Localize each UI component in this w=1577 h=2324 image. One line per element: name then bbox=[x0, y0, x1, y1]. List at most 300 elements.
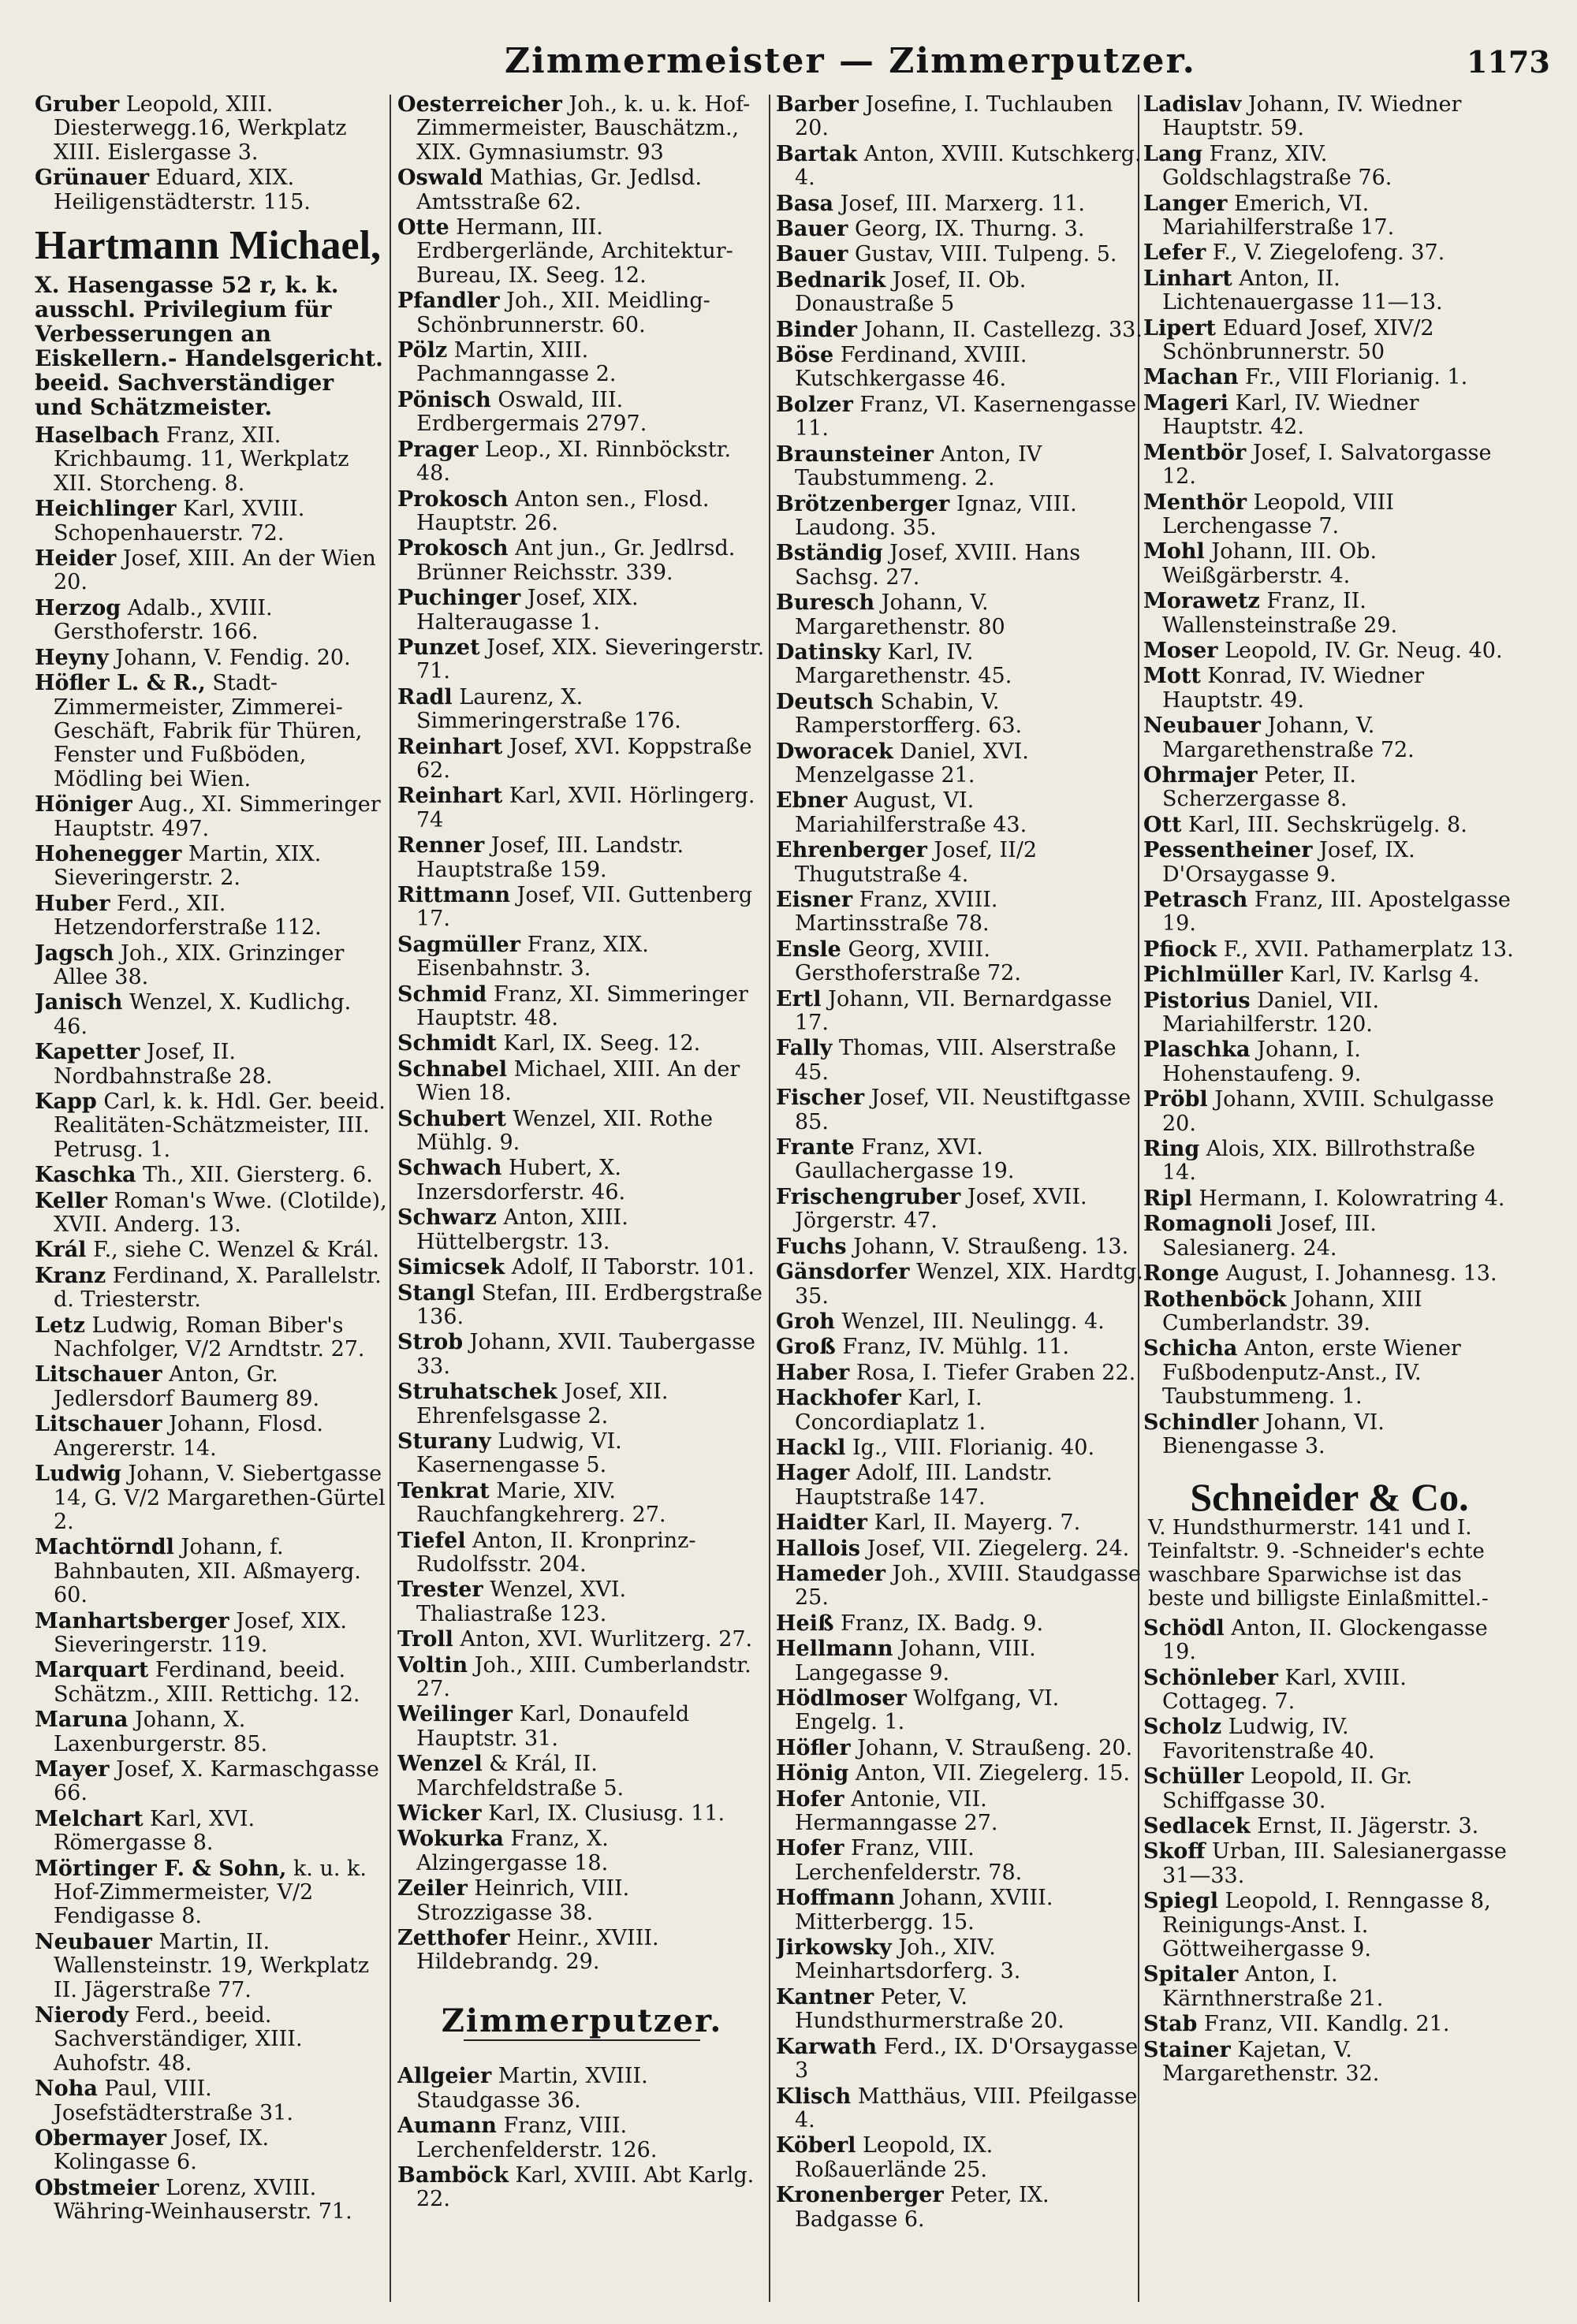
entry-details: Emerich, VI. Mariahilferstraße 17. bbox=[1162, 191, 1395, 240]
directory-entry bbox=[776, 1086, 1146, 1134]
directory-entry bbox=[397, 933, 766, 981]
page-title: Zimmermeister — Zimmerputzer. bbox=[505, 41, 1196, 81]
entry-surname: Ohrmajer bbox=[1143, 762, 1258, 788]
entry-details: Josef, XIX. Sieveringerstr. 71. bbox=[416, 635, 765, 684]
entry-details: Josef, VII. Ziegelerg. 24. bbox=[860, 1536, 1130, 1561]
entry-surname: Pfiock bbox=[1143, 937, 1217, 962]
entry-details: Matthäus, VIII. Pfeilgasse 4. bbox=[795, 2084, 1138, 2132]
entry-details: Konrad, IV. Wiedner Hauptstr. 49. bbox=[1162, 664, 1425, 713]
entry-surname: Reinhart bbox=[397, 734, 503, 759]
entry-details: Michael, XIII. An der Wien 18. bbox=[416, 1056, 740, 1106]
entry-details: Karl, IX. Seeg. 12. bbox=[496, 1031, 701, 1056]
directory-entry bbox=[397, 884, 766, 932]
ad-hartmann-name: Hartmann Michael, bbox=[35, 223, 382, 269]
entry-surname: Huber bbox=[35, 891, 110, 916]
directory-entry bbox=[397, 537, 766, 585]
entry-surname: Morawetz bbox=[1143, 589, 1260, 614]
entry-details: Johann, V. Margarethenstraße 72. bbox=[1162, 713, 1415, 762]
entry-surname: Stangl bbox=[397, 1280, 475, 1305]
entry-surname: Binder bbox=[776, 317, 857, 342]
entry-surname: Ripl bbox=[1143, 1186, 1192, 1211]
directory-entry bbox=[776, 2134, 1146, 2182]
entry-surname: Tiefel bbox=[397, 1528, 466, 1553]
entry-details: Johann, XVII. Taubergasse 33. bbox=[416, 1330, 756, 1379]
directory-entry bbox=[397, 488, 766, 536]
entry-surname: Oswald bbox=[397, 166, 483, 191]
directory-entry bbox=[776, 1387, 1146, 1435]
entry-surname: Klisch bbox=[776, 2084, 852, 2109]
column-divider bbox=[769, 95, 770, 2302]
directory-entry bbox=[397, 1331, 766, 1379]
directory-entry bbox=[35, 2077, 388, 2125]
directory-entry bbox=[35, 1610, 388, 1658]
entry-details: Josef, III. Marxerg. 11. bbox=[833, 191, 1086, 216]
section-heading-text: Zimmerputzer. bbox=[441, 2002, 723, 2039]
entry-surname: Heiß bbox=[776, 1611, 834, 1636]
directory-entry bbox=[776, 1986, 1146, 2034]
directory-entry bbox=[35, 1659, 388, 1707]
entry-surname: Barber bbox=[776, 93, 859, 117]
entry-details: Peter, II. Scherzergasse 8. bbox=[1162, 762, 1356, 812]
directory-entry bbox=[35, 892, 388, 940]
entry-surname: Frischengruber bbox=[776, 1184, 961, 1209]
entry-details: Franz, VIII. Lerchenfelderstr. 78. bbox=[795, 1836, 1023, 1885]
entry-details: Leop., XI. Rinnböckstr. 48. bbox=[416, 437, 732, 486]
entry-details: Johann, Flosd. Angererstr. 14. bbox=[54, 1412, 323, 1461]
entry-surname: Oesterreicher bbox=[397, 93, 562, 117]
directory-entry bbox=[397, 1282, 766, 1330]
entry-surname: Král bbox=[35, 1238, 87, 1263]
entry-details: & Král, II. Marchfeldstraße 5. bbox=[416, 1752, 624, 1801]
entry-surname: Ensle bbox=[776, 937, 841, 962]
column-2 bbox=[397, 93, 766, 2214]
entry-details: Josef, III. Landstr. Hauptstraße 159. bbox=[416, 833, 684, 882]
directory-entry bbox=[776, 888, 1146, 937]
entry-surname: Noha bbox=[35, 2076, 98, 2102]
directory-entry bbox=[1143, 1890, 1515, 1961]
directory-entry bbox=[1143, 1411, 1515, 1459]
directory-entry bbox=[35, 2004, 388, 2076]
directory-entry bbox=[1143, 665, 1515, 713]
column-divider bbox=[390, 95, 391, 2302]
directory-entry bbox=[35, 1314, 388, 1362]
entry-surname: Bednarik bbox=[776, 267, 886, 292]
entry-details: August, VI. Mariahilferstraße 43. bbox=[795, 788, 1027, 837]
directory-entry bbox=[776, 1737, 1146, 1760]
directory-entry bbox=[397, 784, 766, 832]
entry-surname: Sturany bbox=[397, 1428, 491, 1454]
entry-surname: Struhatschek bbox=[397, 1380, 557, 1405]
column-1 bbox=[35, 93, 388, 2226]
entry-details: Th., XII. Giersterg. 6. bbox=[136, 1163, 373, 1188]
entry-details: Franz, XVIII. Martinsstraße 78. bbox=[795, 888, 998, 937]
entry-details: Adolf, III. Landstr. Hauptstraße 147. bbox=[795, 1461, 1053, 1510]
directory-entry bbox=[776, 1235, 1146, 1259]
directory-entry bbox=[397, 1628, 766, 1652]
entry-surname: Ludwig bbox=[35, 1462, 121, 1487]
entry-details: Hermann, III. Erdbergerlände, Architektur-Bureau, IX. Seeg. 12. bbox=[416, 215, 733, 288]
entry-surname: Kaschka bbox=[35, 1163, 136, 1188]
entry-surname: Janisch bbox=[35, 990, 123, 1015]
entry-details: Johann, V. Siebertgasse 14, G. V/2 Margarethen-Gürtel 2. bbox=[54, 1462, 386, 1534]
entry-surname: Heichlinger bbox=[35, 497, 177, 522]
entry-surname: Haber bbox=[776, 1360, 850, 1385]
entry-surname: Mentbör bbox=[1143, 440, 1247, 465]
directory-entry bbox=[397, 686, 766, 734]
entry-details: Karl, XVIII. Cottageg. 7. bbox=[1162, 1665, 1407, 1714]
directory-entry bbox=[397, 1380, 766, 1428]
entry-details: Ludwig, VI. Kasernengasse 5. bbox=[416, 1428, 622, 1478]
entry-details: Paul, VIII. Josefstädterstraße 31. bbox=[54, 2076, 293, 2125]
entry-details: Thomas, VIII. Alserstraße 45. bbox=[795, 1036, 1117, 1085]
entry-surname: Karwath bbox=[776, 2034, 878, 2059]
entry-surname: Petrasch bbox=[1143, 888, 1248, 912]
entry-details: Ferd., IX. D'Orsaygasse 3 bbox=[795, 2034, 1139, 2084]
entry-details: F., XVII. Pathamerplatz 13. bbox=[1217, 937, 1514, 962]
entry-details: Josef, X. Karmaschgasse 66. bbox=[54, 1756, 379, 1806]
entry-details: Anton sen., Flosd. Hauptstr. 26. bbox=[416, 486, 710, 535]
ad-hartmann-body: X. Hasengasse 52 r, k. k. ausschl. Privilegium für Verbesserungen an Eiskellern.- Handelsgericht. beeid. Sachverständiger und Schätzmeister. bbox=[35, 272, 383, 421]
entry-details: Anton, XIII. Hüttelbergstr. 13. bbox=[416, 1205, 628, 1254]
directory-entry bbox=[776, 344, 1146, 392]
directory-entry bbox=[776, 243, 1146, 266]
entry-details: Ferdinand, XVIII. Kutschkergasse 46. bbox=[795, 343, 1027, 392]
column-4 bbox=[1143, 93, 1515, 2088]
entry-details: Aug., XI. Simmeringer Hauptstr. 497. bbox=[54, 792, 381, 841]
entry-details: Anton, II. Glockengasse 19. bbox=[1162, 1615, 1488, 1665]
directory-entry bbox=[1143, 639, 1515, 663]
entry-surname: Plaschka bbox=[1143, 1037, 1251, 1063]
directory-entry bbox=[35, 1041, 388, 1089]
entry-details: Fr., VIII Florianig. 1. bbox=[1238, 365, 1468, 390]
entry-surname: Litschauer bbox=[35, 1412, 162, 1437]
directory-entry bbox=[776, 2035, 1146, 2084]
entry-surname: Ertl bbox=[776, 986, 822, 1011]
directory-entry bbox=[1143, 1840, 1515, 1888]
entry-surname: Ehrenberger bbox=[776, 838, 927, 863]
entry-details: Josef, XII. Ehrenfelsgasse 2. bbox=[416, 1380, 669, 1428]
directory-entry bbox=[776, 1788, 1146, 1836]
entry-surname: Eisner bbox=[776, 888, 853, 912]
entry-surname: Jirkowsky bbox=[776, 1935, 892, 1961]
entry-surname: Hager bbox=[776, 1461, 850, 1486]
directory-entry bbox=[397, 636, 766, 684]
directory-entry bbox=[776, 1687, 1146, 1735]
ad-schneider-body: V. Hundsthurmerstr. 141 und I. Teinfaltstr. 9. -Schneider's echte waschbare Sparwichse ist das beste und billigste Einlaßmittel.- bbox=[1148, 1515, 1489, 1611]
directory-entry bbox=[397, 1752, 766, 1801]
directory-entry bbox=[1143, 1715, 1515, 1763]
directory-entry bbox=[776, 1837, 1146, 1885]
entry-details: Stadt-Zimmermeister, Zimmerei-Geschäft, Fabrik für Thüren, Fenster und Fußböden, Mödling bei Wien. bbox=[54, 671, 363, 791]
directory-entry bbox=[397, 1156, 766, 1205]
directory-entry bbox=[776, 1562, 1146, 1611]
directory-entry bbox=[397, 1654, 766, 1702]
entry-details: Carl, k. k. Hdl. Ger. beeid. Realitäten-Schätzmeister, III. Petrusg. 1. bbox=[54, 1089, 386, 1162]
directory-entry bbox=[397, 1927, 766, 1975]
directory-entry bbox=[1143, 963, 1515, 987]
entry-details: Stefan, III. Erdbergstraße 136. bbox=[416, 1280, 763, 1329]
directory-entry bbox=[35, 672, 388, 791]
entry-details: Martin, II. Wallensteinstr. 19, Werkplatz II. Jägerstraße 77. bbox=[54, 1929, 370, 2002]
entry-details: Urban, III. Salesianergasse 31—33. bbox=[1162, 1839, 1507, 1888]
entry-details: Ant jun., Gr. Jedlrsd. Brünner Reichsstr. 339. bbox=[416, 536, 736, 585]
directory-entry bbox=[35, 497, 388, 546]
entry-surname: Kapp bbox=[35, 1089, 97, 1114]
directory-entry bbox=[35, 93, 388, 165]
entry-details: Wenzel, X. Kudlichg. 46. bbox=[54, 990, 352, 1039]
entry-details: Josef, XIX. Sieveringerstr. 119. bbox=[54, 1608, 347, 1657]
entry-details: Johann, II. Castellezg. 33. bbox=[857, 317, 1143, 342]
directory-entry bbox=[1143, 1262, 1515, 1286]
entry-details: Antonie, VII. Hermanngasse 27. bbox=[795, 1786, 998, 1836]
entry-surname: Marquart bbox=[35, 1658, 149, 1683]
directory-entry bbox=[776, 1936, 1146, 1984]
entry-details: Johann, V. Fendig. 20. bbox=[108, 645, 351, 670]
entry-details: Johann, XVIII. Mitterbergg. 15. bbox=[795, 1886, 1053, 1935]
entry-details: Anton, II. Kronprinz-Rudolfsstr. 204. bbox=[416, 1528, 696, 1577]
directory-entry bbox=[397, 2114, 766, 2162]
entry-surname: Ring bbox=[1143, 1137, 1200, 1162]
entry-details: Josef, XVI. Koppstraße 62. bbox=[416, 734, 752, 783]
entry-surname: Schindler bbox=[1143, 1410, 1258, 1435]
entry-surname: Heider bbox=[35, 546, 117, 572]
entry-surname: Aumann bbox=[397, 2114, 497, 2139]
entry-surname: Allgeier bbox=[397, 2064, 492, 2089]
entry-surname: Hellmann bbox=[776, 1637, 893, 1662]
entry-details: Adalb., XVIII. Gersthoferstr. 166. bbox=[54, 595, 273, 645]
entry-surname: Grünauer bbox=[35, 166, 150, 191]
entry-surname: Obstmeier bbox=[35, 2175, 159, 2200]
entry-details: Josef, XVII. Jörgerstr. 47. bbox=[795, 1184, 1087, 1234]
directory-entry bbox=[397, 834, 766, 882]
directory-entry bbox=[1143, 192, 1515, 240]
entry-surname: Höfler bbox=[776, 1735, 851, 1760]
entry-details: Franz, II. Wallensteinstraße 29. bbox=[1162, 589, 1398, 638]
directory-entry bbox=[1143, 392, 1515, 440]
entry-details: Josef, II/2 Thugutstraße 4. bbox=[795, 838, 1038, 887]
directory-entry bbox=[1143, 143, 1515, 191]
entry-details: Wolfgang, VI. Engelg. 1. bbox=[795, 1686, 1060, 1735]
entry-details: Ernst, II. Jägerstr. 3. bbox=[1250, 1814, 1479, 1838]
entry-details: Anton, erste Wiener Fußbodenputz-Anst., IV. Taubstummeng. 1. bbox=[1162, 1336, 1461, 1410]
entry-details: Laurenz, X. Simmeringerstraße 176. bbox=[416, 684, 681, 734]
entry-details: Johann, V. Straußeng. 13. bbox=[846, 1234, 1129, 1259]
entry-surname: Hameder bbox=[776, 1561, 886, 1586]
entry-details: Franz, XIV. Goldschlagstraße 76. bbox=[1162, 141, 1392, 191]
directory-entry bbox=[776, 1511, 1146, 1535]
directory-entry bbox=[1143, 366, 1515, 389]
entry-surname: Manhartsberger bbox=[35, 1608, 229, 1633]
directory-entry bbox=[776, 318, 1146, 342]
directory-entry bbox=[776, 740, 1146, 788]
entry-details: Leopold, I. Renngasse 8, Reinigungs-Anst. I. Göttweihergasse 9. bbox=[1162, 1889, 1491, 1962]
entry-details: Mathias, Gr. Jedlsd. Amtsstraße 62. bbox=[416, 166, 703, 214]
directory-entry bbox=[35, 547, 388, 595]
directory-entry bbox=[397, 736, 766, 784]
entry-details: Ludwig, IV. Favoritenstraße 40. bbox=[1162, 1715, 1375, 1763]
entry-details: Johann, XVIII. Schulgasse 20. bbox=[1162, 1087, 1494, 1136]
entry-surname: Skoff bbox=[1143, 1839, 1206, 1864]
entry-details: Johann, f. Bahnbauten, XII. Aßmayerg. 60. bbox=[54, 1535, 361, 1608]
entry-details: Josef, II. Ob. Donaustraße 5 bbox=[795, 267, 1027, 317]
entry-surname: Rothenböck bbox=[1143, 1287, 1287, 1312]
directory-entry bbox=[35, 1413, 388, 1461]
directory-entry bbox=[397, 1256, 766, 1279]
directory-entry bbox=[1143, 1138, 1515, 1186]
entry-surname: Litschauer bbox=[35, 1362, 162, 1387]
directory-entry bbox=[776, 218, 1146, 241]
entry-surname: Buresch bbox=[776, 590, 875, 616]
entry-surname: Linhart bbox=[1143, 266, 1232, 291]
directory-entry bbox=[776, 839, 1146, 887]
directory-entry bbox=[397, 2065, 766, 2113]
directory-entry bbox=[1143, 1187, 1515, 1211]
entry-surname: Mörtinger F. & Sohn, bbox=[35, 1856, 287, 1881]
entry-surname: Gruber bbox=[35, 93, 120, 117]
entry-details: Heinr., XVIII. Hildebrandg. 29. bbox=[416, 1926, 659, 1975]
entry-surname: Fischer bbox=[776, 1086, 865, 1111]
directory-entry bbox=[776, 1886, 1146, 1935]
directory-entry bbox=[1143, 1765, 1515, 1813]
entry-surname: Höniger bbox=[35, 792, 132, 817]
entry-surname: Herzog bbox=[35, 595, 121, 620]
directory-entry bbox=[776, 269, 1146, 317]
entry-surname: Pfandler bbox=[397, 289, 500, 314]
entry-details: Wenzel, III. Neulingg. 4. bbox=[834, 1309, 1105, 1334]
entry-surname: Schwach bbox=[397, 1156, 502, 1181]
directory-entry bbox=[1143, 93, 1515, 141]
entry-surname: Menthör bbox=[1143, 490, 1247, 515]
directory-entry bbox=[397, 1703, 766, 1751]
directory-entry bbox=[397, 389, 766, 437]
entry-details: Johann, IV. Wiedner Hauptstr. 59. bbox=[1162, 93, 1462, 141]
entry-surname: Böse bbox=[776, 343, 834, 368]
entry-details: Joh., k. u. k. Hof-Zimmermeister, Bauschätzm., XIX. Gymnasiumstr. 93 bbox=[416, 93, 751, 165]
entry-surname: Frante bbox=[776, 1135, 855, 1160]
directory-entry bbox=[397, 1032, 766, 1056]
directory-entry bbox=[35, 843, 388, 891]
entry-details: Wenzel, XVI. Thaliastraße 123. bbox=[416, 1577, 627, 1626]
directory-entry bbox=[776, 1612, 1146, 1636]
directory-entry bbox=[397, 2164, 766, 2212]
directory-entry bbox=[776, 443, 1146, 491]
entry-surname: Stainer bbox=[1143, 2037, 1231, 2062]
entry-details: Josef, I. Salvatorgasse 12. bbox=[1162, 440, 1492, 490]
entry-surname: Basa bbox=[776, 191, 834, 216]
entry-surname: Tenkrat bbox=[397, 1478, 490, 1503]
entry-details: Hermann, I. Kolowratring 4. bbox=[1191, 1186, 1505, 1211]
directory-entry bbox=[1143, 1963, 1515, 2011]
entry-details: Anton, XVIII. Kutschkerg. 4. bbox=[795, 141, 1142, 191]
entry-surname: Bauer bbox=[776, 242, 848, 267]
directory-entry bbox=[397, 1529, 766, 1577]
entry-details: Wenzel, XII. Rothe Mühlg. 9. bbox=[416, 1106, 713, 1156]
directory-entry bbox=[35, 597, 388, 645]
directory-entry bbox=[1143, 1815, 1515, 1838]
directory-entry bbox=[776, 988, 1146, 1036]
entry-surname: Obermayer bbox=[35, 2126, 166, 2151]
directory-entry bbox=[776, 93, 1146, 141]
entry-details: Heinrich, VIII. Strozzigasse 38. bbox=[416, 1876, 630, 1925]
entry-surname: Hackl bbox=[776, 1435, 846, 1460]
entry-surname: Hallois bbox=[776, 1536, 860, 1561]
entry-surname: Wicker bbox=[397, 1801, 482, 1827]
entry-details: Leopold, II. Gr. Schiffgasse 30. bbox=[1162, 1764, 1413, 1813]
directory-entry bbox=[776, 1310, 1146, 1334]
entry-details: Ferdinand, X. Parallelstr. d. Triesterstr. bbox=[54, 1263, 382, 1313]
entry-details: Eduard Josef, XIV/2 Schönbrunnerstr. 50 bbox=[1162, 315, 1434, 365]
entry-details: Franz, XI. Simmeringer Hauptstr. 48. bbox=[416, 981, 748, 1031]
directory-entry bbox=[776, 1037, 1146, 1085]
directory-entry bbox=[776, 591, 1146, 639]
entry-details: Josef, IX. D'Orsaygasse 9. bbox=[1162, 838, 1415, 887]
entry-surname: Ronge bbox=[1143, 1261, 1220, 1287]
entry-details: Johann, V. Margarethenstr. 80 bbox=[795, 590, 1005, 639]
entry-details: Johann, VIII. Langegasse 9. bbox=[795, 1637, 1036, 1685]
entry-surname: Melchart bbox=[35, 1806, 144, 1831]
directory-entry bbox=[397, 166, 766, 214]
entry-details: Ig., VIII. Florianig. 40. bbox=[845, 1435, 1095, 1460]
entry-surname: Braunsteiner bbox=[776, 441, 934, 467]
entry-details: F., V. Ziegelofeng. 37. bbox=[1206, 240, 1445, 266]
entry-details: Joh., XIV. Meinhartsdorferg. 3. bbox=[795, 1935, 1021, 1984]
directory-entry bbox=[776, 542, 1146, 590]
entry-details: Josef, III. Salesianerg. 24. bbox=[1162, 1212, 1377, 1261]
entry-surname: Radl bbox=[397, 684, 453, 709]
directory-entry bbox=[397, 1877, 766, 1925]
entry-surname: Maruna bbox=[35, 1708, 129, 1733]
entry-surname: Bartak bbox=[776, 141, 858, 166]
directory-entry bbox=[776, 1261, 1146, 1309]
directory-entry bbox=[1143, 1038, 1515, 1086]
directory-entry bbox=[35, 1363, 388, 1411]
entry-surname: Wokurka bbox=[397, 1827, 504, 1852]
entry-details: Josef, VII. Neustiftgasse 85. bbox=[795, 1086, 1131, 1134]
entry-surname: Schmid bbox=[397, 981, 487, 1007]
entry-details: Wenzel, XIX. Hardtg. 35. bbox=[795, 1260, 1143, 1309]
entry-surname: Haselbach bbox=[35, 423, 160, 449]
directory-entry bbox=[35, 942, 388, 990]
entry-details: Rosa, I. Tiefer Graben 22. bbox=[849, 1360, 1136, 1385]
entry-surname: Kapetter bbox=[35, 1040, 140, 1065]
entry-details: Johann, V. Straußeng. 20. bbox=[850, 1735, 1133, 1760]
entry-details: Franz, III. Apostelgasse 19. bbox=[1162, 888, 1511, 937]
entry-details: Franz, XII. Krichbaumg. 11, Werkplatz XII. Storcheng. 8. bbox=[54, 423, 349, 496]
entry-surname: Hofer bbox=[776, 1836, 844, 1861]
entry-details: Karl, IV. Wiedner Hauptstr. 42. bbox=[1162, 390, 1419, 440]
entry-details: Karl, II. Mayerg. 7. bbox=[867, 1510, 1081, 1536]
directory-entry bbox=[35, 1857, 388, 1929]
entry-surname: Prokosch bbox=[397, 536, 509, 561]
entry-surname: Sedlacek bbox=[1143, 1814, 1251, 1838]
directory-entry bbox=[1143, 267, 1515, 315]
entry-details: Joh., XII. Meidling-Schönbrunnerstr. 60. bbox=[416, 289, 710, 337]
entry-surname: Pölz bbox=[397, 338, 448, 363]
entry-surname: Fuchs bbox=[776, 1234, 847, 1259]
entry-surname: Kronenberger bbox=[776, 2183, 944, 2208]
entry-surname: Reinhart bbox=[397, 784, 503, 809]
entry-details: Johann, III. Ob. Weißgärberstr. 4. bbox=[1162, 539, 1378, 588]
entry-details: k. u. k. Hof-Zimmermeister, V/2 Fendigasse 8. bbox=[54, 1856, 367, 1929]
entry-details: Hubert, X. Inzersdorferstr. 46. bbox=[416, 1156, 626, 1205]
directory-entry bbox=[776, 789, 1146, 837]
entry-details: Gustav, VIII. Tulpeng. 5. bbox=[848, 242, 1117, 267]
directory-entry bbox=[35, 1264, 388, 1313]
directory-entry bbox=[35, 166, 388, 214]
entry-surname: Wenzel bbox=[397, 1752, 483, 1777]
entry-surname: Nierody bbox=[35, 2003, 129, 2028]
directory-entry bbox=[1143, 938, 1515, 962]
